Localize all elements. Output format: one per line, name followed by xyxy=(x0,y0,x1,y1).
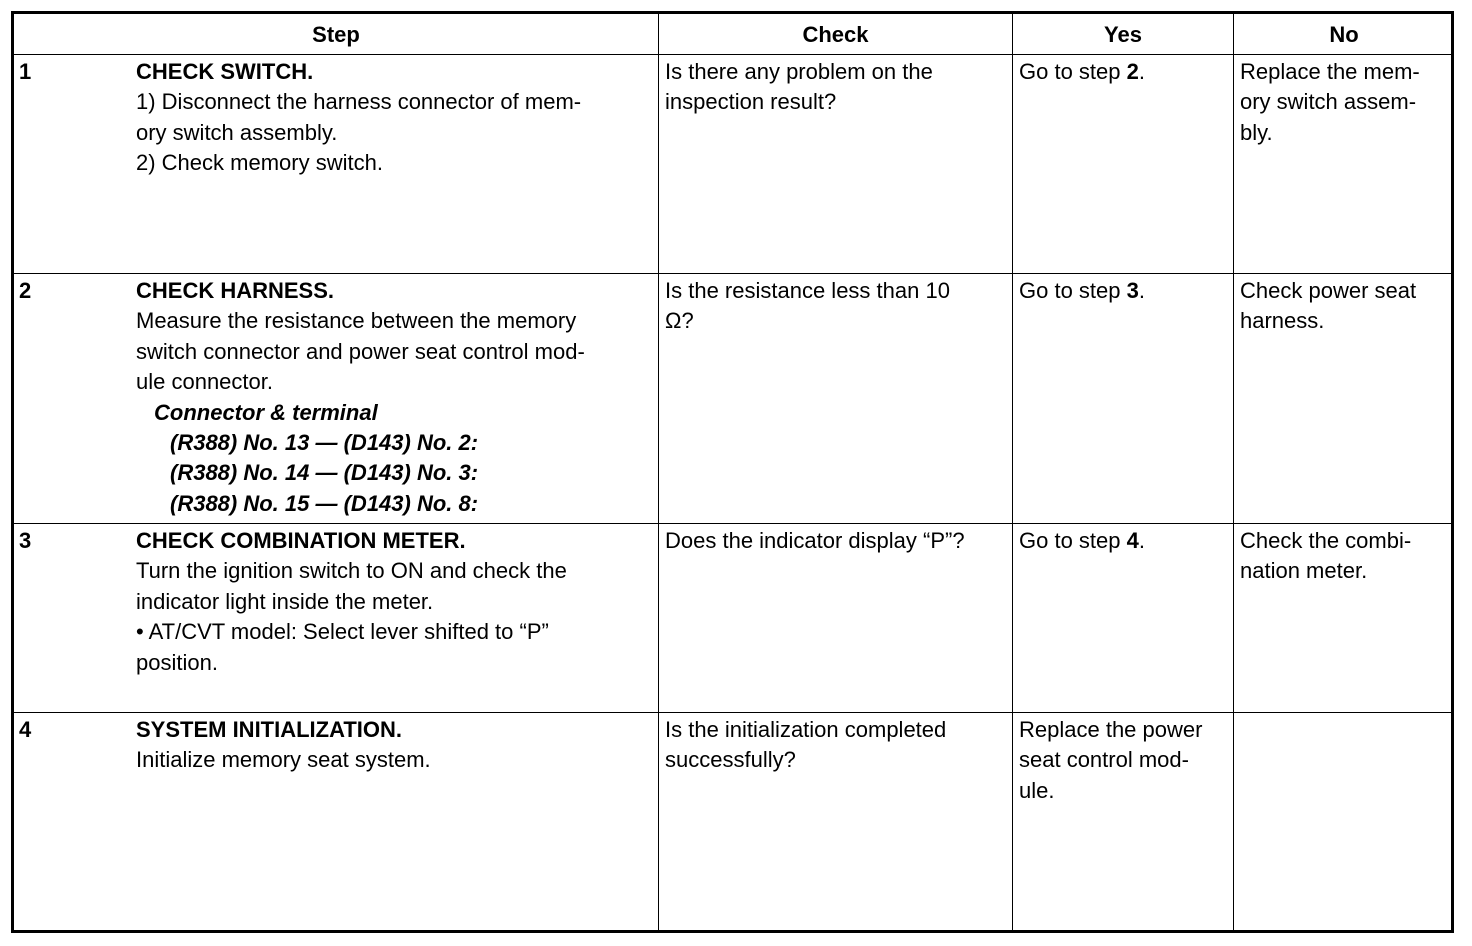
yes-action xyxy=(1019,526,1231,556)
check-line: Does the indicator display “P”? xyxy=(665,528,965,553)
step-title: CHECK HARNESS. xyxy=(136,278,335,303)
step-line: ory switch assembly. xyxy=(136,119,338,145)
yes-prefix: Go to step xyxy=(1019,59,1127,84)
yes-step-number: 3 xyxy=(1126,278,1139,303)
check-line: Is the initialization completed xyxy=(665,717,947,742)
yes-suffix: . xyxy=(1138,278,1145,303)
step-line: 2) Check memory switch. xyxy=(136,150,383,176)
check-line: Is the resistance less than 10 xyxy=(665,278,950,303)
step-title: CHECK SWITCH. xyxy=(136,59,314,84)
yes-prefix: Go to step xyxy=(1019,528,1127,553)
yes-action xyxy=(1019,276,1231,306)
yes-prefix: Go to step xyxy=(1019,278,1127,303)
check-line: Ω? xyxy=(665,308,694,334)
header-check: Check xyxy=(802,22,869,47)
step-line: Initialize memory seat system. xyxy=(136,747,431,773)
connector-terminal: (R388) No. 14 — (D143) No. 3: xyxy=(170,460,479,486)
connector-terminal: (R388) No. 15 — (D143) No. 8: xyxy=(170,490,479,516)
row-divider xyxy=(14,273,1451,274)
yes-action xyxy=(1019,715,1231,806)
step-description xyxy=(136,276,656,519)
step-description xyxy=(136,57,656,179)
connector-heading: Connector & terminal xyxy=(154,399,378,425)
column-divider xyxy=(1233,14,1234,930)
header-no: No xyxy=(1329,22,1359,47)
yes-line: ule. xyxy=(1019,777,1055,803)
step-line: ule connector. xyxy=(136,369,273,395)
step-line: indicator light inside the meter. xyxy=(136,588,434,614)
step-description xyxy=(136,526,656,678)
step-line: position. xyxy=(136,649,218,675)
check-line: Is there any problem on the xyxy=(665,59,933,84)
no-action xyxy=(1240,526,1452,587)
yes-suffix: . xyxy=(1138,59,1145,84)
step-title: CHECK COMBINATION METER. xyxy=(136,528,466,553)
check-text xyxy=(665,276,1010,337)
column-divider xyxy=(1012,14,1013,930)
step-line: Measure the resistance between the memory xyxy=(136,308,577,334)
step-description xyxy=(136,715,656,776)
no-line: nation meter. xyxy=(1240,558,1368,584)
step-line: Turn the ignition switch to ON and check the xyxy=(136,558,567,584)
no-line: Check the combi- xyxy=(1240,528,1412,553)
no-line: ory switch assem- xyxy=(1240,89,1417,115)
yes-suffix: . xyxy=(1138,528,1145,553)
header-step: Step xyxy=(312,22,360,47)
row-divider xyxy=(14,712,1451,713)
yes-line: Replace the power xyxy=(1019,717,1203,742)
check-text xyxy=(665,715,1010,776)
no-action xyxy=(1240,57,1452,148)
column-divider xyxy=(658,14,659,930)
yes-line: seat control mod- xyxy=(1019,747,1189,773)
connector-terminal: (R388) No. 13 — (D143) No. 2: xyxy=(170,430,479,456)
step-number: 3 xyxy=(19,528,32,553)
no-line: bly. xyxy=(1240,119,1273,145)
yes-step-number: 2 xyxy=(1126,59,1139,84)
check-line: inspection result? xyxy=(665,89,837,115)
no-line: Check power seat xyxy=(1240,278,1417,303)
step-line: switch connector and power seat control mod- xyxy=(136,338,585,364)
row-divider xyxy=(14,523,1451,524)
no-line: Replace the mem- xyxy=(1240,59,1420,84)
header-yes: Yes xyxy=(1104,22,1142,47)
yes-action xyxy=(1019,57,1231,87)
step-line: • AT/CVT model: Select lever shifted to “P” xyxy=(136,619,549,645)
yes-step-number: 4 xyxy=(1126,528,1139,553)
check-text xyxy=(665,57,1010,118)
diagnostic-table xyxy=(11,11,1454,933)
check-text xyxy=(665,526,1010,556)
step-title: SYSTEM INITIALIZATION. xyxy=(136,717,403,742)
step-number: 1 xyxy=(19,59,32,84)
step-number: 2 xyxy=(19,278,32,303)
check-line: successfully? xyxy=(665,747,796,773)
no-line: harness. xyxy=(1240,308,1325,334)
step-line: 1) Disconnect the harness connector of mem- xyxy=(136,89,582,115)
step-number: 4 xyxy=(19,717,32,742)
no-action xyxy=(1240,276,1452,337)
